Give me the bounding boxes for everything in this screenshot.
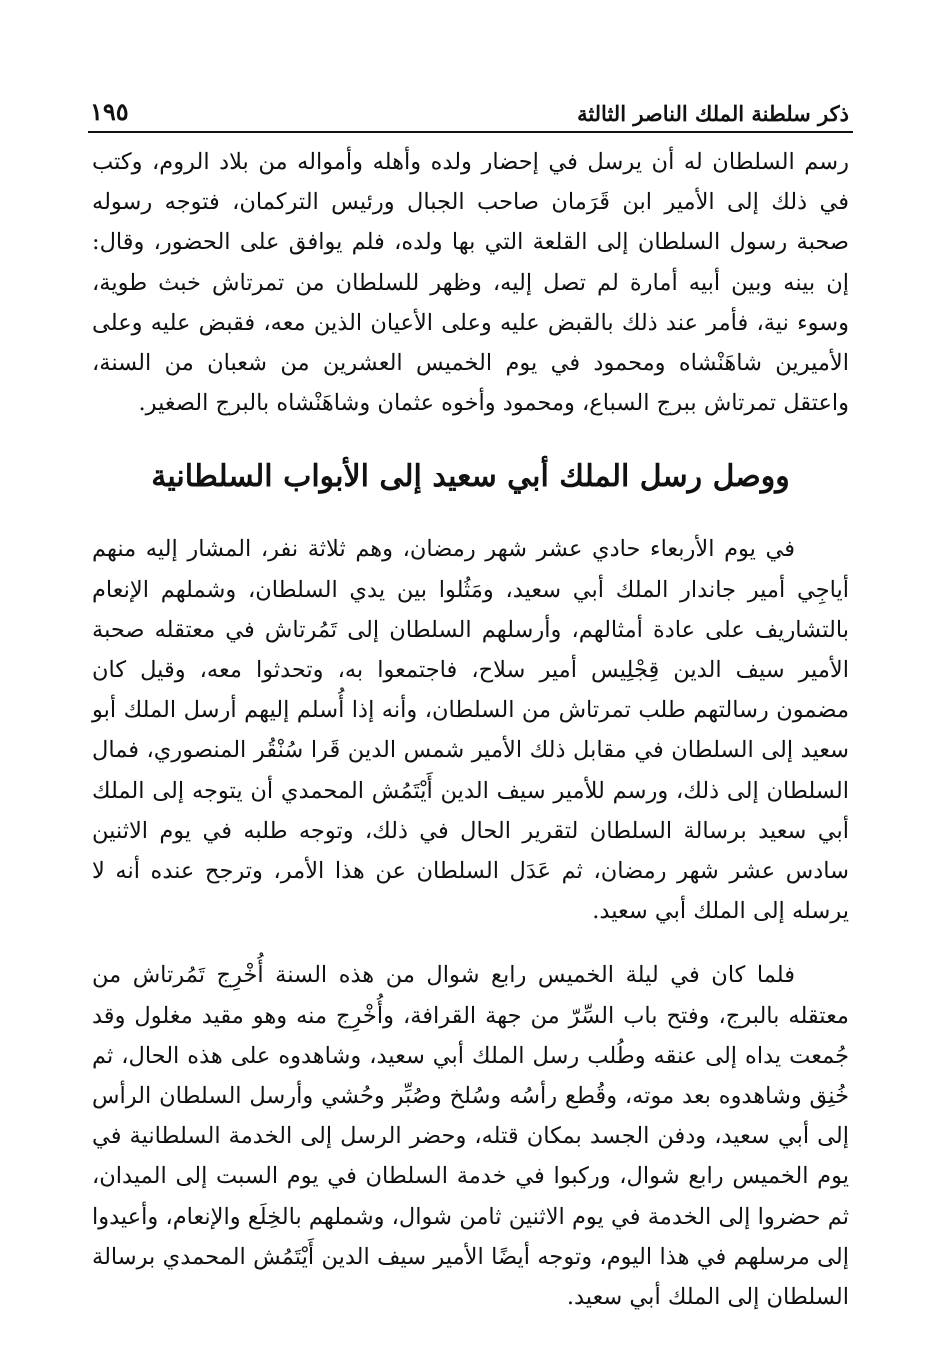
section-title: ووصل رسل الملك أبي سعيد إلى الأبواب السلطانية <box>151 459 790 495</box>
paragraph-gap <box>92 931 849 955</box>
header-rule <box>88 131 853 133</box>
paragraph-1: رسم السلطان له أن يرسل في إحضار ولده وأهله وأمواله من بلاد الروم، وكتب في ذلك إلى الأمير ابن قَرَمان صاحب الجبال ورئيس التركمان، فتوجه رسوله صحبة رسول السلطان إلى القلعة التي بها ولده، فلم يوافق على الحضور، وقال: إن بينه وبين أبيه أمارة لم تصل إليه، وظهر للسلطان من تمرتاش خبث طوية، وسوء نية، فأمر عند ذلك بالقبض عليه وعلى الأعيان الذين معه، فقبض عليه وعلى الأميرين شاهَنْشاه ومحمود في يوم الخميس العشرين من شعبان من السنة، واعتقل تمرتاش ببرج السباع، ومحمود وأخوه عثمان وشاهَنْشاه بالبرج الصغير. <box>92 149 849 417</box>
paragraph-2: في يوم الأربعاء حادي عشر شهر رمضان، وهم ثلاثة نفر، المشار إليه منهم أياجِي أمير جاندار الملك أبي سعيد، ومَثُلوا بين يدي السلطان، وشملهم الإنعام بالتشاريف على عادة أمثالهم، وأرسلهم السلطان إلى تَمُرتاش في معتقله صحبة الأمير سيف الدين قِجْلِيس أمير سلاح، فاجتمعوا به، وتحدثوا معه، وقيل كان مضمون رسالتهم طلب تمرتاش من السلطان، وأنه إذا أُسلم إليهم أرسل الملك أبو سعيد إلى السلطان في مقابل ذلك الأمير شمس الدين قَرا سُنْقُر المنصوري، فمال السلطان إلى ذلك، ورسم للأمير سيف الدين أَيْتَمُش المحمدي أن يتوجه إلى الملك أبي سعيد برسالة السلطان لتقرير الحال في ذلك، وتوجه طلبه في يوم الاثنين سادس عشر شهر رمضان، ثم عَدَل السلطان عن هذا الأمر، وترجح عنده أنه لا يرسله إلى الملك أبي سعيد. <box>92 536 849 925</box>
paragraph-3: فلما كان في ليلة الخميس رابع شوال من هذه السنة أُخْرِج تَمُرتاش من معتقله بالبرج، وفتح باب السِّرّ من جهة القرافة، وأُخْرِج منه وهو مقيد مغلول وقد جُمعت يداه إلى عنقه وطُلب رسل الملك أبي سعيد، وشاهدوه على هذه الحال، ثم خُنِق وشاهدوه بعد موته، وقُطع رأسُه وسُلخ وصُبِّر وحُشي وأرسل السلطان الرأس إلى أبي سعيد، ودفن الجسد بمكان قتله، وحضر الرسل إلى الخدمة السلطانية في يوم الخميس رابع شوال، وركبوا في خدمة السلطان في يوم السبت إلى الميدان، ثم حضروا إلى الخدمة في يوم الاثنين ثامن شوال، وشملهم بالخِلَع والإنعام، وأعيدوا إلى مرسلهم في هذا اليوم، وتوجه أيضًا الأمير سيف الدين أَيْتَمُش المحمدي برسالة السلطان إلى الملك أبي سعيد. <box>92 962 849 1311</box>
page-header <box>90 92 849 126</box>
page-number: ١٩٥ <box>90 97 129 126</box>
running-title: ذكر سلطنة الملك الناصر الثالثة <box>577 101 849 126</box>
page-body <box>92 142 849 1317</box>
